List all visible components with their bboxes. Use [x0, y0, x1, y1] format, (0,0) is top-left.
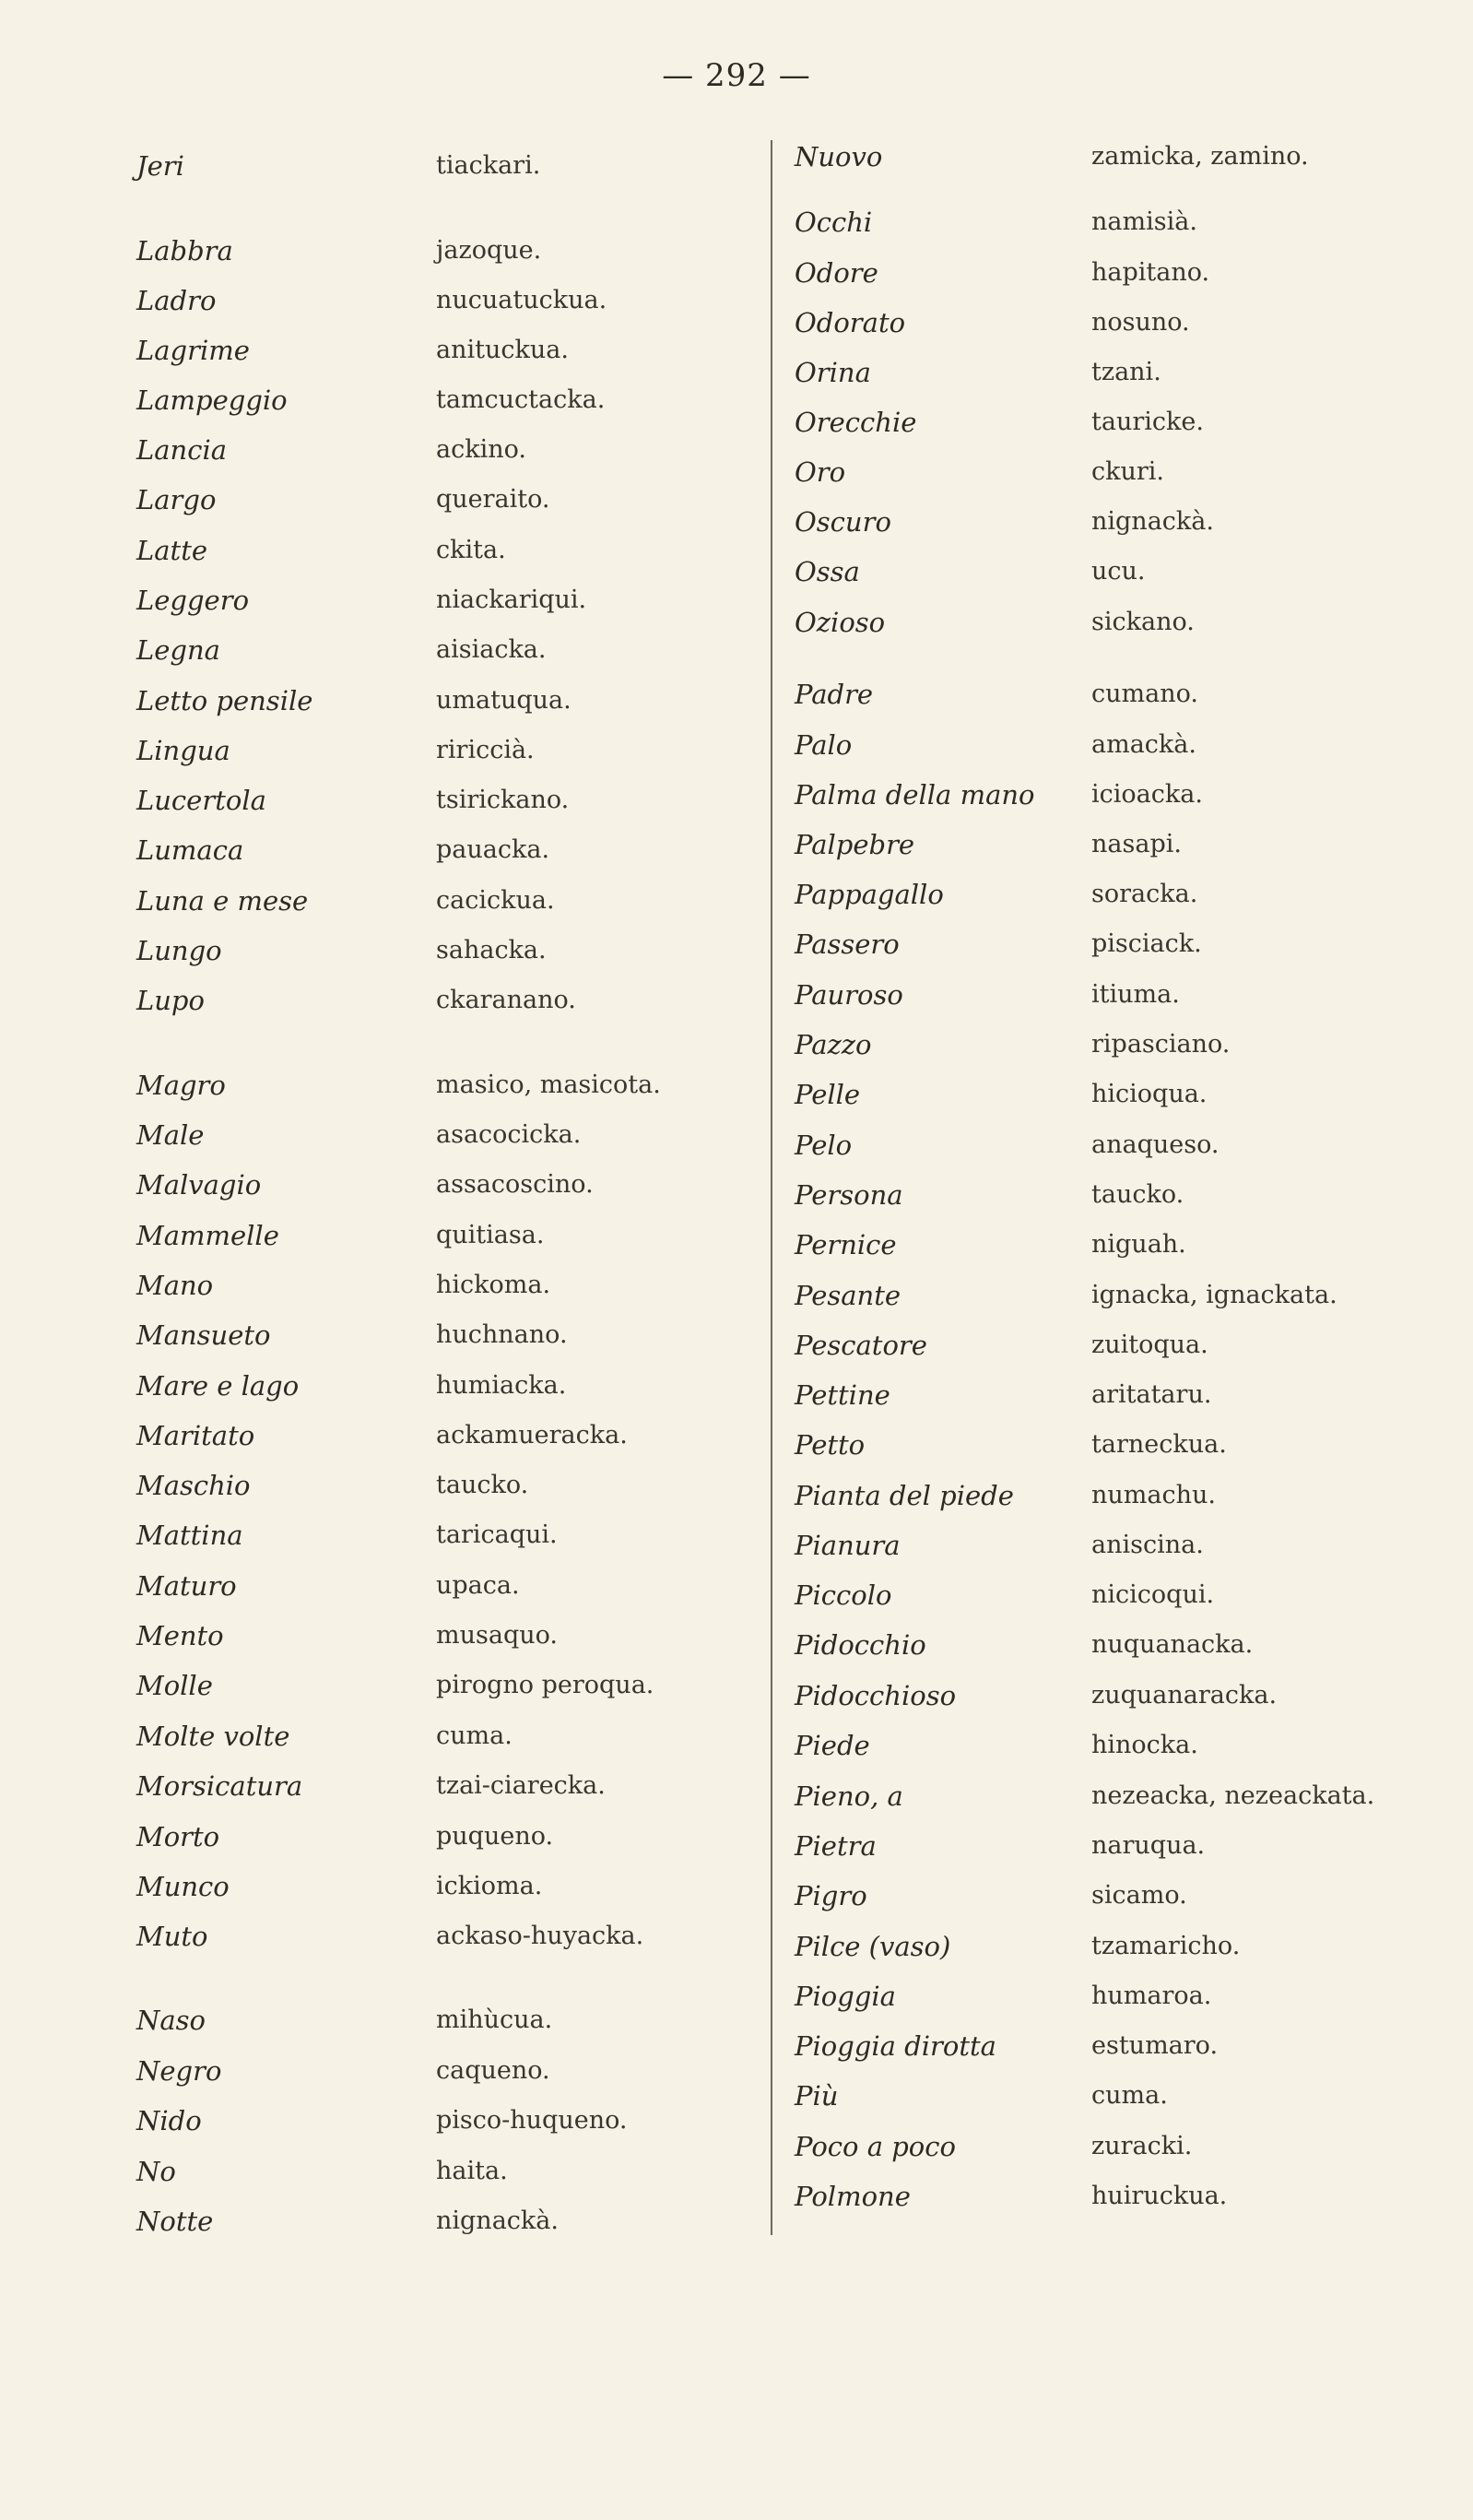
italian-word: Muto [136, 1921, 208, 1952]
translation: aisiacka. [436, 635, 547, 664]
italian-word: Munco [136, 1871, 230, 1902]
translation: taucko. [436, 1471, 529, 1499]
translation: tarneckua. [1091, 1430, 1227, 1459]
italian-word: Lungo [136, 935, 222, 966]
translation: zuracki. [1091, 2132, 1193, 2160]
italian-word: Pappagallo [795, 879, 944, 910]
italian-word: Lingua [136, 735, 230, 766]
translation: cuma. [1091, 2081, 1168, 2110]
translation: caqueno. [436, 2056, 550, 2085]
translation: nuquanacka. [1091, 1630, 1254, 1659]
translation: niackariqui. [436, 586, 587, 614]
italian-word: Piede [795, 1730, 870, 1761]
italian-word: Morto [136, 1821, 220, 1852]
translation: masico, masicota. [436, 1071, 661, 1099]
italian-word: Notte [136, 2206, 214, 2237]
italian-word: Pauroso [795, 979, 903, 1011]
translation: tzai-ciarecka. [436, 1771, 606, 1800]
translation: quitiasa. [436, 1221, 545, 1249]
translation: mihùcua. [436, 2005, 553, 2034]
translation: sahacka. [436, 936, 547, 964]
translation: puqueno. [436, 1822, 554, 1851]
italian-word: Male [136, 1119, 205, 1151]
italian-word: Pioggia [795, 1981, 896, 2012]
italian-word: Largo [136, 484, 217, 515]
italian-word: Molte volte [136, 1721, 290, 1752]
italian-word: Persona [795, 1179, 903, 1211]
italian-word: Odore [795, 257, 878, 289]
translation: zuitoqua. [1091, 1331, 1208, 1359]
translation: hicioqua. [1091, 1080, 1208, 1108]
translation: anituckua. [436, 336, 569, 364]
translation: itiuma. [1091, 980, 1180, 1009]
italian-word: Jeri [136, 150, 184, 182]
translation: ackino. [436, 435, 526, 464]
translation: ackaso-huyacka. [436, 1922, 644, 1950]
italian-word: Passero [795, 929, 900, 960]
italian-word: Maschio [136, 1470, 251, 1501]
translation: asacocicka. [436, 1120, 582, 1149]
translation: ckita. [436, 536, 506, 564]
translation: zuquanaracka. [1091, 1681, 1278, 1710]
italian-word: Piccolo [795, 1579, 892, 1611]
column-divider [771, 140, 772, 2235]
italian-word: Poco a poco [795, 2131, 956, 2162]
italian-word: No [136, 2156, 176, 2187]
italian-word: Palpebre [795, 829, 915, 860]
italian-word: Orecchie [795, 407, 917, 438]
translation: pirogno peroqua. [436, 1671, 654, 1699]
translation: nasapi. [1091, 830, 1182, 858]
translation: queraito. [436, 485, 550, 514]
translation: humiacka. [436, 1371, 567, 1400]
italian-word: Pelo [795, 1130, 853, 1161]
italian-word: Pianta del piede [795, 1480, 1014, 1511]
italian-word: Latte [136, 535, 208, 566]
left-column [136, 0, 745, 2520]
italian-word: Pianura [795, 1530, 901, 1561]
italian-word: Legna [136, 634, 220, 666]
translation: cacickua. [436, 886, 555, 915]
italian-word: Luna e mese [136, 885, 309, 917]
italian-word: Nido [136, 2105, 202, 2136]
translation: tzamaricho. [1091, 1932, 1241, 1960]
italian-word: Mammelle [136, 1220, 279, 1251]
translation: taricaqui. [436, 1520, 558, 1549]
italian-word: Odorato [795, 307, 906, 338]
italian-word: Naso [136, 2005, 206, 2036]
italian-word: Pazzo [795, 1029, 872, 1060]
italian-word: Molle [136, 1670, 213, 1701]
translation: soracka. [1091, 880, 1198, 908]
translation: pisco-huqueno. [436, 2106, 628, 2135]
translation: huchnano. [436, 1320, 568, 1349]
translation: jazoque. [436, 236, 542, 265]
italian-word: Lumaca [136, 834, 244, 866]
italian-word: Leggero [136, 585, 250, 616]
italian-word: Più [795, 2080, 839, 2112]
translation: aniscina. [1091, 1531, 1204, 1559]
italian-word: Maturo [136, 1570, 237, 1602]
translation: hinocka. [1091, 1731, 1198, 1759]
page-number: — 292 — [662, 57, 811, 94]
translation: anaqueso. [1091, 1130, 1220, 1159]
translation: nignackà. [1091, 507, 1214, 536]
translation: nucuatuckua. [436, 286, 607, 314]
italian-word: Pidocchioso [795, 1680, 957, 1711]
translation: tauricke. [1091, 408, 1204, 436]
translation: ripasciano. [1091, 1030, 1231, 1059]
italian-word: Pescatore [795, 1330, 927, 1361]
italian-word: Petto [795, 1429, 866, 1461]
italian-word: Lagrime [136, 335, 250, 366]
translation: niguah. [1091, 1230, 1186, 1259]
translation: nignackà. [436, 2206, 559, 2235]
translation: namisià. [1091, 207, 1197, 236]
translation: aritataru. [1091, 1380, 1212, 1409]
translation: cuma. [436, 1721, 513, 1750]
italian-word: Pioggia dirotta [795, 2030, 996, 2062]
italian-word: Mansueto [136, 1319, 271, 1351]
translation: estumaro. [1091, 2031, 1219, 2060]
italian-word: Palo [795, 729, 853, 761]
translation: umatuqua. [436, 686, 572, 715]
italian-word: Orina [795, 357, 871, 388]
italian-word: Labbra [136, 235, 233, 266]
translation: tzani. [1091, 358, 1161, 386]
italian-word: Occhi [795, 207, 873, 238]
translation: musaquo. [436, 1621, 558, 1650]
italian-word: Oro [795, 456, 846, 488]
translation: numachu. [1091, 1481, 1216, 1509]
translation: pauacka. [436, 835, 550, 864]
translation: nezeacka, nezeackata. [1091, 1781, 1375, 1810]
italian-word: Mattina [136, 1520, 243, 1551]
right-column [795, 0, 1440, 2520]
italian-word: Lupo [136, 985, 205, 1016]
italian-word: Pigro [795, 1880, 867, 1911]
italian-word: Pettine [795, 1379, 890, 1411]
italian-word: Pilce (vaso) [795, 1931, 951, 1962]
translation: nicicoqui. [1091, 1580, 1215, 1609]
translation: pisciack. [1091, 929, 1202, 958]
translation: tsirickano. [436, 786, 570, 814]
italian-word: Negro [136, 2055, 222, 2087]
italian-word: Polmone [795, 2181, 911, 2212]
italian-word: Palma della mano [795, 779, 1035, 810]
translation: huiruckua. [1091, 2182, 1228, 2210]
translation: amackà. [1091, 730, 1196, 759]
translation: ickioma. [436, 1872, 543, 1900]
italian-word: Lancia [136, 434, 228, 466]
translation: sickano. [1091, 608, 1195, 636]
translation: hickoma. [436, 1271, 551, 1299]
translation: assacoscino. [436, 1170, 594, 1199]
italian-word: Lucertola [136, 785, 266, 816]
translation: ckaranano. [436, 986, 576, 1014]
italian-word: Pietra [795, 1830, 877, 1862]
italian-word: Lampeggio [136, 385, 288, 416]
translation: ignacka, ignackata. [1091, 1281, 1337, 1309]
translation: ckuri. [1091, 457, 1164, 486]
translation: upaca. [436, 1571, 520, 1600]
italian-word: Pernice [795, 1229, 897, 1260]
italian-word: Pesante [795, 1280, 901, 1311]
translation: haita. [436, 2157, 508, 2185]
italian-word: Nuovo [795, 141, 883, 172]
italian-word: Mare e lago [136, 1370, 300, 1402]
translation: icioacka. [1091, 780, 1203, 809]
italian-word: Padre [795, 679, 874, 710]
translation: hapitano. [1091, 258, 1210, 287]
translation: taucko. [1091, 1180, 1184, 1209]
italian-word: Oscuro [795, 506, 891, 538]
italian-word: Pieno, a [795, 1781, 903, 1812]
italian-word: Ozioso [795, 607, 886, 638]
translation: sicamo. [1091, 1881, 1187, 1910]
italian-word: Letto pensile [136, 685, 313, 716]
translation: tamcuctacka. [436, 385, 606, 414]
italian-word: Maritato [136, 1420, 255, 1451]
translation: ucu. [1091, 557, 1146, 586]
translation: nosuno. [1091, 308, 1190, 337]
translation: ririccià. [436, 736, 535, 764]
italian-word: Pelle [795, 1079, 861, 1110]
translation: cumano. [1091, 680, 1198, 708]
italian-word: Pidocchio [795, 1629, 926, 1661]
italian-word: Mano [136, 1270, 214, 1301]
italian-word: Ladro [136, 285, 217, 316]
italian-word: Magro [136, 1070, 226, 1101]
translation: zamicka, zamino. [1091, 142, 1309, 171]
italian-word: Ossa [795, 556, 860, 587]
translation: ackamueracka. [436, 1421, 628, 1449]
translation: humaroa. [1091, 1982, 1212, 2010]
italian-word: Morsicatura [136, 1770, 303, 1802]
translation: tiackari. [436, 151, 541, 180]
italian-word: Mento [136, 1620, 224, 1651]
italian-word: Malvagio [136, 1169, 262, 1201]
translation: naruqua. [1091, 1831, 1206, 1860]
